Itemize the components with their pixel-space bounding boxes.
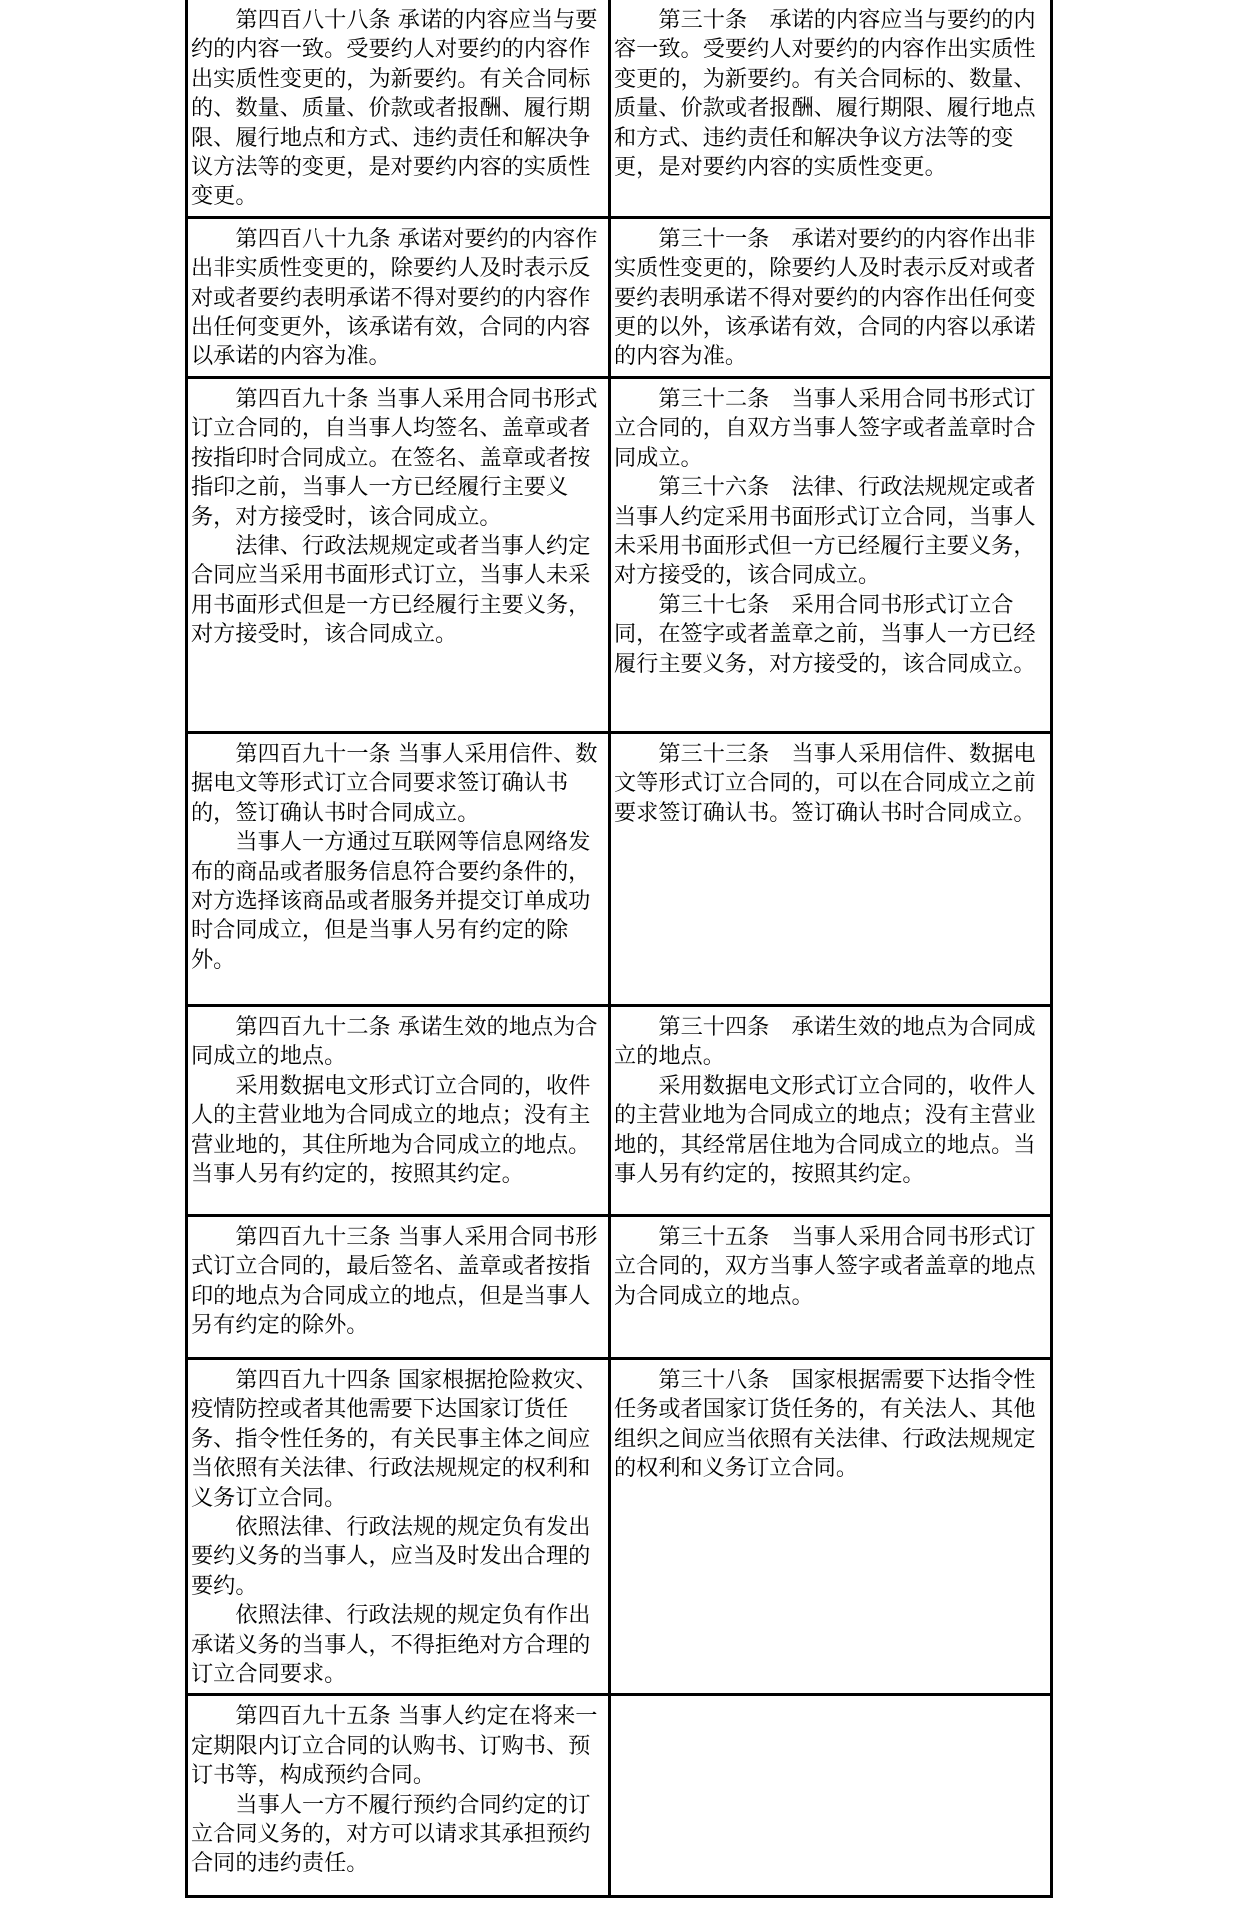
old-article-cell — [610, 377, 1052, 732]
table-row — [187, 1215, 1052, 1358]
article-paragraph: 依照法律、行政法规的规定负有作出承诺义务的当事人，不得拒绝对方合理的订立合同要求。 — [191, 1602, 591, 1687]
new-article-cell — [187, 1358, 610, 1694]
new-article-cell — [187, 1695, 610, 1897]
new-article-cell — [187, 1005, 610, 1215]
article-paragraph: 采用数据电文形式订立合同的，收件人的主营业地为合同成立的地点；没有主营业地的，其经常居住地为合同成立的地点。当事人另有约定的，按照其约定。 — [614, 1072, 1036, 1187]
new-article-cell — [187, 1215, 610, 1358]
article-paragraph: 第三十三条 当事人采用信件、数据电文等形式订立合同的，可以在合同成立之前要求签订确认书。签订确认书时合同成立。 — [614, 740, 1036, 826]
article-paragraph: 第四百九十三条 当事人采用合同书形式订立合同的，最后签名、盖章或者按指印的地点为合同成立的地点，但是当事人另有约定的除外。 — [191, 1223, 598, 1339]
comparison-page — [185, 0, 1050, 1898]
article-paragraph: 第四百九十四条 国家根据抢险救灾、疫情防控或者其他需要下达国家订货任务、指令性任务的，有关民事主体之间应当依照有关法律、行政法规规定的权利和义务订立合同。 — [191, 1366, 598, 1511]
old-article-cell — [610, 0, 1052, 217]
new-article-cell — [187, 732, 610, 1005]
article-paragraph: 第三十四条 承诺生效的地点为合同成立的地点。 — [614, 1013, 1036, 1070]
table-row — [187, 1005, 1052, 1215]
article-paragraph: 第四百九十五条 当事人约定在将来一定期限内订立合同的认购书、订购书、预订书等，构成预约合同。 — [191, 1703, 598, 1789]
article-paragraph: 依照法律、行政法规的规定负有发出要约义务的当事人，应当及时发出合理的要约。 — [191, 1513, 591, 1599]
table-row — [187, 377, 1052, 732]
article-paragraph: 第三十六条 法律、行政法规规定或者当事人约定采用书面形式订立合同，当事人未采用书面形式但一方已经履行主要义务，对方接受的，该合同成立。 — [614, 474, 1036, 589]
article-paragraph: 第四百八十九条 承诺对要约的内容作出非实质性变更的，除要约人及时表示反对或者要约表明承诺不得对要约的内容作出任何变更外，该承诺有效，合同的内容以承诺的内容为准。 — [191, 225, 598, 370]
new-article-cell — [187, 377, 610, 732]
table-row — [187, 1358, 1052, 1694]
article-paragraph: 当事人一方不履行预约合同约定的订立合同义务的，对方可以请求其承担预约合同的违约责任。 — [191, 1791, 591, 1877]
new-article-cell — [187, 217, 610, 377]
new-article-cell — [187, 0, 610, 217]
article-paragraph: 第三十八条 国家根据需要下达指令性任务或者国家订货任务的，有关法人、其他组织之间应当依照有关法律、行政法规规定的权利和义务订立合同。 — [614, 1366, 1036, 1482]
table-row — [187, 732, 1052, 1005]
article-paragraph: 第三十条 承诺的内容应当与要约的内容一致。受要约人对要约的内容作出实质性变更的，为新要约。有关合同标的、数量、质量、价款或者报酬、履行期限、履行地点和方式、违约责任和解决争议方法等的变更，是对要约内容的实质性变更。 — [614, 7, 1036, 181]
old-article-cell — [610, 1358, 1052, 1694]
old-article-cell — [610, 217, 1052, 377]
article-paragraph: 第三十五条 当事人采用合同书形式订立合同的，双方当事人签字或者盖章的地点为合同成立的地点。 — [614, 1223, 1036, 1309]
article-paragraph: 当事人一方通过互联网等信息网络发布的商品或者服务信息符合要约条件的，对方选择该商品或者服务并提交订单成功时合同成立，但是当事人另有约定的除外。 — [191, 829, 591, 973]
table-row — [187, 1695, 1052, 1897]
article-paragraph: 第三十二条 当事人采用合同书形式订立合同的，自双方当事人签字或者盖章时合同成立。 — [614, 385, 1036, 471]
article-paragraph: 法律、行政法规规定或者当事人约定合同应当采用书面形式订立，当事人未采用书面形式但是一方已经履行主要义务，对方接受时，该合同成立。 — [191, 532, 591, 648]
article-paragraph: 第四百九十一条 当事人采用信件、数据电文等形式订立合同要求签订确认书的，签订确认书时合同成立。 — [191, 740, 598, 826]
article-paragraph: 第三十七条 采用合同书形式订立合同，在签字或者盖章之前，当事人一方已经履行主要义务，对方接受的，该合同成立。 — [614, 591, 1036, 677]
old-article-cell — [610, 732, 1052, 1005]
law-comparison-table — [185, 0, 1053, 1898]
table-row — [187, 0, 1052, 217]
old-article-cell — [610, 1215, 1052, 1358]
article-paragraph: 采用数据电文形式订立合同的，收件人的主营业地为合同成立的地点；没有主营业地的，其住所地为合同成立的地点。当事人另有约定的，按照其约定。 — [191, 1072, 591, 1187]
article-paragraph: 第四百九十条 当事人采用合同书形式订立合同的，自当事人均签名、盖章或者按指印时合同成立。在签名、盖章或者按指印之前，当事人一方已经履行主要义务，对方接受时，该合同成立。 — [191, 385, 598, 530]
old-article-cell — [610, 1005, 1052, 1215]
old-article-cell — [610, 1695, 1052, 1897]
article-paragraph: 第三十一条 承诺对要约的内容作出非实质性变更的，除要约人及时表示反对或者要约表明承诺不得对要约的内容作出任何变更的以外，该承诺有效，合同的内容以承诺的内容为准。 — [614, 225, 1036, 370]
article-paragraph: 第四百九十二条 承诺生效的地点为合同成立的地点。 — [191, 1013, 598, 1070]
article-paragraph: 第四百八十八条 承诺的内容应当与要约的内容一致。受要约人对要约的内容作出实质性变更的，为新要约。有关合同标的、数量、质量、价款或者报酬、履行期限、履行地点和方式、违约责任和解决争议方法等的变更，是对要约内容的实质性变更。 — [191, 7, 598, 210]
table-row — [187, 217, 1052, 377]
